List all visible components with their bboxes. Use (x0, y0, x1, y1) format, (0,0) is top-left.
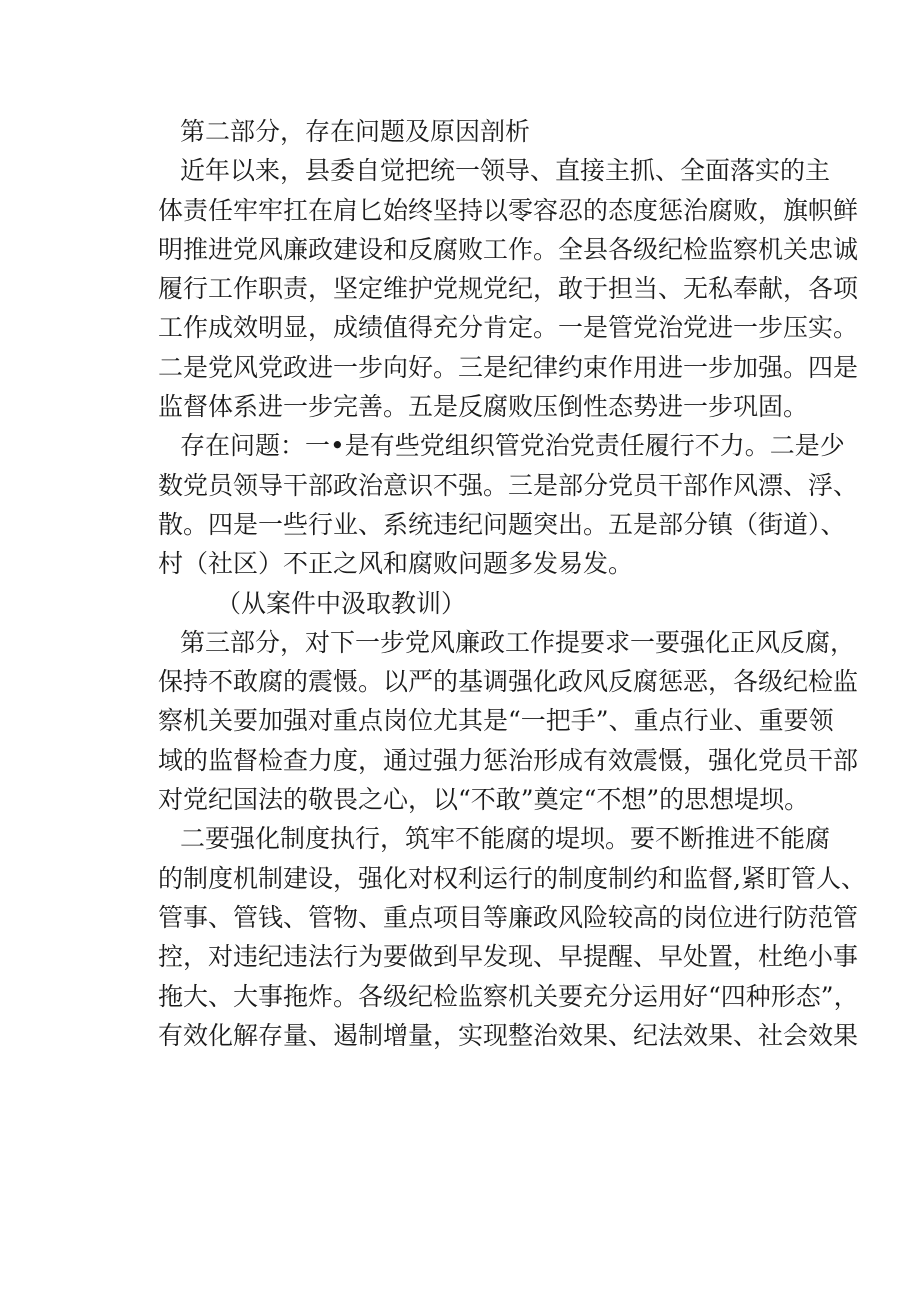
text-line: 拖大、大事拖炸。各级纪检监察机关要充分运用好“四种形态”， (158, 981, 859, 1011)
paragraph-system-enforcement (158, 819, 866, 1055)
text-line: 体责任牢牢扛在肩匕始终坚持以零容忍的态度惩治腐败，旗帜鲜 (158, 195, 859, 225)
text-line: 监督体系进一步完善。五是反腐败压倒性态势进一步巩固。 (158, 392, 809, 422)
text-line: 第三部分，对下一步党风廉政工作提要求一要强化正风反腐， (180, 627, 856, 657)
document-body (158, 112, 866, 1055)
text-line: 二是党风党政进一步向好。三是纪律约束作用进一步加强。四是 (158, 352, 859, 382)
text-line: 散。四是一些行业、系统违纪问题突出。五是部分镇（街道）、 (158, 509, 846, 539)
paragraph-part-3 (158, 623, 859, 819)
text-line: 有效化解存量、遏制增量，实现整治效果、纪法效果、社会效果 (158, 1020, 859, 1050)
text-line: 管事、管钱、管物、重点项目等廉政风险较高的岗位进行防范管 (158, 902, 859, 932)
text-line: 的制度机制建设，强化对权利运行的制度制约和监督,紧盯管人、 (158, 863, 866, 893)
subheading-lessons: （从案件中汲取教训） (216, 588, 467, 618)
text-line: 履行工作职责，坚定维护党规党纪，敢于担当、无私奉献，各项 (158, 274, 859, 304)
text-line: 对党纪国法的敬畏之心，以“不敢”奠定“不想”的思想堤坝。 (158, 785, 810, 815)
text-line: 存在问题：一•是有些党组织管党治党责任履行不力。二是少 (180, 431, 845, 461)
text-line: 保持不敢腐的震慑。以严的基调强化政风反腐惩恶，各级纪检监 (158, 667, 859, 697)
text-line: 数党员领导干部政治意识不强。三是部分党员干部作风漂、浮、 (158, 470, 859, 500)
text-line: 近年以来，县委自觉把统一领导、直接主抓、全面落实的主 (180, 156, 831, 186)
section-heading-part-2: 第二部分，存在问题及原因剖析 (180, 117, 531, 146)
text-line: 域的监督检查力度，通过强力惩治形成有效震慑，强化党员干部 (158, 745, 859, 775)
text-line: 控，对违纪违法行为要做到早发现、早提醒、早处置，杜绝小事 (158, 942, 859, 972)
paragraph-overview (158, 151, 859, 426)
text-line: 村（社区）不正之风和腐败问题多发易发。 (158, 549, 634, 579)
text-line: 明推进党风廉政建设和反腐败工作。全县各级纪检监察机关忠诚 (158, 234, 859, 264)
paragraph-problems (158, 426, 859, 583)
text-line: 二要强化制度执行，筑牢不能腐的堤坝。要不断推进不能腐 (180, 824, 831, 854)
text-line: 察机关要加强对重点岗位尤其是“一把手”、重点行业、重要领 (158, 706, 834, 736)
text-line: 工作成效明显，成绩值得充分肯定。一是管党治党进一步压实。 (158, 313, 859, 343)
